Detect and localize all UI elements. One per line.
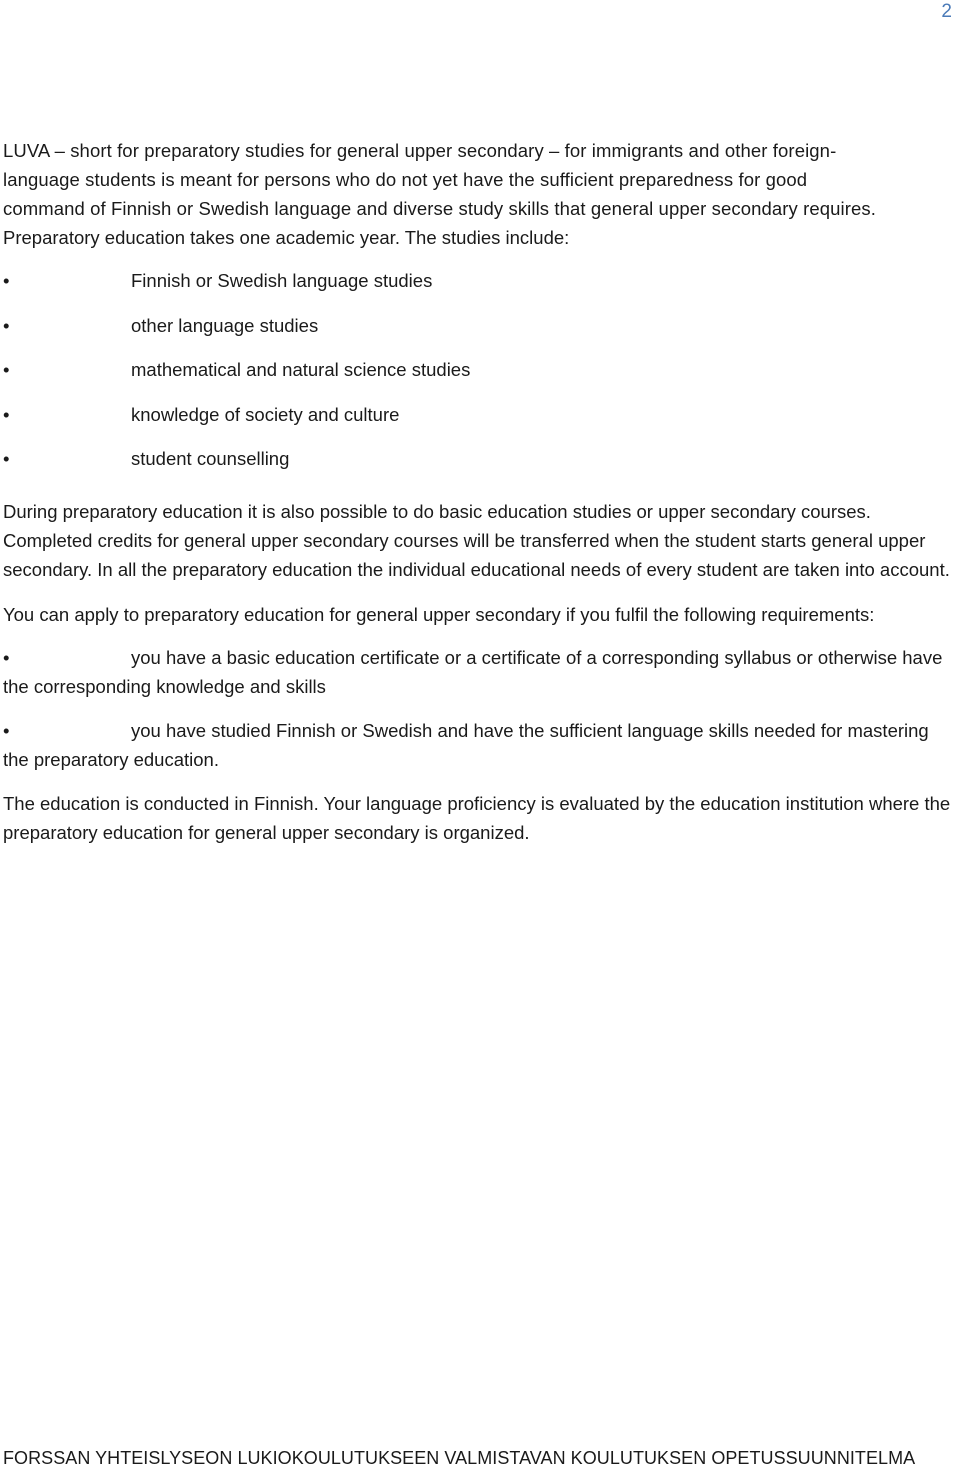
intro-line-2: language students is meant for persons who do not yet have the sufficient preparedness for good [3, 169, 808, 190]
requirement-text: you have studied Finnish or Swedish and have the sufficient language skills needed for mastering the preparatory education. [3, 719, 929, 770]
list-item [3, 355, 951, 400]
list-item [3, 643, 951, 701]
bullet-icon: • [3, 270, 10, 291]
bullet-icon: • [3, 646, 10, 668]
page-number: 2 [941, 1, 952, 22]
studies-item-text: knowledge of society and culture [131, 403, 400, 425]
studies-item-text: Finnish or Swedish language studies [131, 270, 433, 291]
intro-paragraph [3, 136, 951, 252]
intro-line-1: LUVA – short for preparatory studies for general upper secondary – for immigrants and other foreign- [3, 140, 837, 161]
list-item [3, 716, 951, 774]
requirements-list [3, 643, 951, 774]
paragraph-during: During preparatory education it is also possible to do basic education studies or upper secondary courses. Completed credits for general upper secondary courses will be transferred when the student starts general upper secondary. In all the preparatory education the individual educational needs of every student are taken into account. [3, 500, 950, 580]
requirement-text: you have a basic education certificate or a certificate of a corresponding syllabus or otherwise have the corresponding knowledge and skills [3, 646, 943, 697]
list-item [3, 444, 951, 489]
studies-item-text: other language studies [131, 314, 319, 336]
list-item [3, 400, 951, 445]
bullet-icon: • [3, 719, 10, 741]
footer-title: FORSSAN YHTEISLYSEON LUKIOKOULUTUKSEEN VALMISTAVAN KOULUTUKSEN OPETUSSUUNNITELMA [3, 1448, 916, 1468]
bullet-icon: • [3, 448, 10, 469]
bullet-icon: • [3, 403, 10, 425]
paragraph-language: The education is conducted in Finnish. Your language proficiency is evaluated by the education institution where the preparatory education for general upper secondary is organized. [3, 792, 951, 843]
studies-item-text: mathematical and natural science studies [131, 359, 471, 380]
paragraph-apply: You can apply to preparatory education for general upper secondary if you fulfil the following requirements: [3, 603, 875, 625]
intro-line-4: Preparatory education takes one academic year. The studies include: [3, 227, 570, 248]
bullet-icon: • [3, 359, 10, 380]
document-body [3, 136, 951, 847]
list-item [3, 266, 951, 311]
list-item [3, 311, 951, 356]
bullet-icon: • [3, 314, 10, 336]
intro-line-3: command of Finnish or Swedish language and diverse study skills that general upper secondary requires. [3, 198, 876, 219]
studies-list [3, 266, 951, 489]
studies-item-text: student counselling [131, 448, 290, 469]
